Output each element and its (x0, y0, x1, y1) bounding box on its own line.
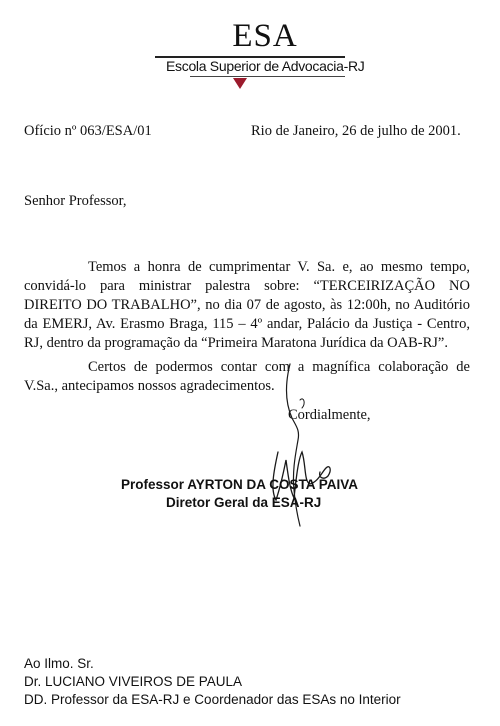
letterhead-name: Escola Superior de Advocacia-RJ (166, 58, 365, 74)
recipient-salutation: Ao Ilmo. Sr. (24, 656, 94, 671)
paragraph-line: convidá-lo para ministrar palestra sobre: “TERCEIRIZAÇÃO NO (24, 278, 470, 294)
greeting: Senhor Professor, (24, 193, 127, 209)
signatory-name: Professor AYRTON DA COSTA PAIVA (121, 477, 359, 492)
letterhead-triangle-icon (233, 78, 247, 89)
body-paragraph-1 (24, 258, 470, 353)
recipient-name: Dr. LUCIANO VIVEIROS DE PAULA (24, 674, 243, 689)
letter-date: Rio de Janeiro, 26 de julho de 2001. (251, 123, 461, 139)
paragraph-line: Temos a honra de cumprimentar V. Sa. e, ao mesmo tempo, (88, 259, 470, 275)
paragraph-line: RJ, dentro da programação da “Primeira Maratona Jurídica da OAB-RJ”. (24, 335, 448, 351)
letter-reference: Ofício nº 063/ESA/01 (24, 123, 152, 139)
signatory-title: Diretor Geral da ESA-RJ (166, 495, 322, 510)
recipient-title: DD. Professor da ESA-RJ e Coordenador das ESAs no Interior (24, 692, 401, 707)
paragraph-line: Certos de podermos contar com a magnífica colaboração de (88, 359, 470, 375)
letterhead-underline (190, 76, 345, 77)
paragraph-line: V.Sa., antecipamos nossos agradecimentos. (24, 378, 275, 394)
letterhead-acronym: ESA (232, 18, 298, 54)
paragraph-line: DIREITO DO TRABALHO”, no dia 07 de agosto, às 12:00h, no Auditório (24, 297, 470, 313)
closing: Cordialmente, (288, 407, 371, 423)
paragraph-line: da EMERJ, Av. Erasmo Braga, 115 – 4º andar, Palácio da Justiça - Centro, (24, 316, 470, 332)
